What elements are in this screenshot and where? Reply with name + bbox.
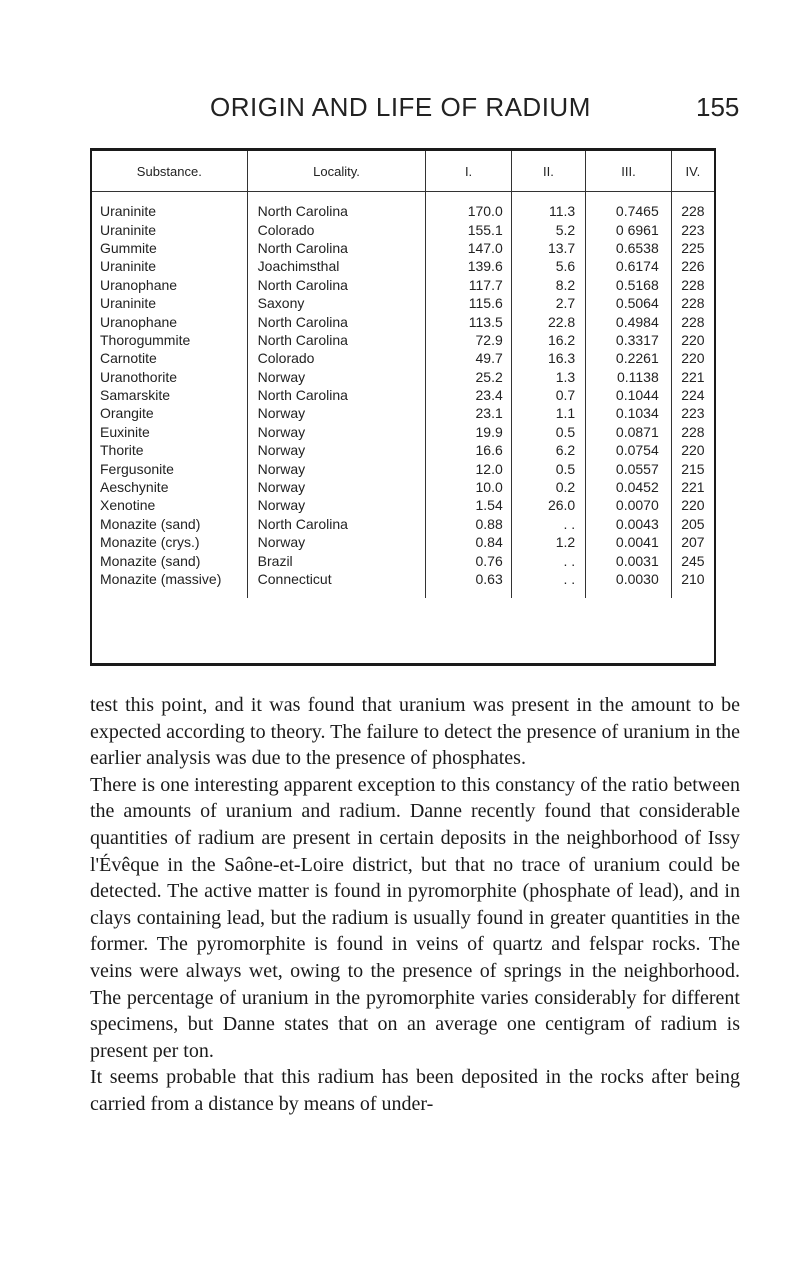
cell-substance: Uranophane (100, 313, 178, 330)
cell-ii: 5.2 (511, 220, 585, 238)
page-number: 155 (696, 92, 740, 122)
table-row (92, 570, 714, 598)
cell-locality: North Carolina (247, 386, 426, 404)
cell-iii: 0.0041 (586, 533, 672, 551)
table-row (92, 441, 714, 459)
cell-ii: 1.2 (511, 533, 585, 551)
cell-iv: 228 (671, 423, 714, 441)
cell-substance: Uraninite (100, 295, 157, 312)
cell-locality: Norway (247, 423, 426, 441)
cell-iii: 0.4984 (586, 312, 672, 330)
cell-iv: 207 (671, 533, 714, 551)
table-row (92, 239, 714, 257)
cell-iv: 228 (671, 294, 714, 312)
cell-iv: 210 (671, 570, 714, 598)
paragraph: There is one interesting apparent exception to this constancy of the ratio between the amounts of uranium and radium. Danne recently found that considerable quantities of radium are present in certain deposits in the neighborhood of Issy l'Évêque in the Saône-et-Loire district, but that no trace of uranium could be detected. The active matter is found in pyromorphite (phosphate of lead), and in clays containing lead, but the radium is usually found in greater quantities in the former. The pyromorphite is found in veins of quartz and felspar rocks. The veins were always wet, owing to the presence of springs in the neighborhood. The percentage of uranium in the pyromorphite varies considerably for different specimens, but Danne states that on an average one centigram of radium is present per ton. (90, 773, 740, 1062)
table-row (92, 404, 714, 422)
cell-iv: 221 (671, 478, 714, 496)
cell-ii: 0.5 (511, 459, 585, 477)
cell-iii: 0 6961 (586, 220, 672, 238)
column-header-ii: II. (511, 151, 585, 192)
cell-iii: 0.1138 (586, 368, 672, 386)
column-header-substance: Substance. (92, 151, 247, 192)
table-body (92, 192, 714, 599)
cell-ii: 2.7 (511, 294, 585, 312)
running-header (0, 92, 800, 132)
body-text (90, 692, 740, 1118)
cell-ii: 0.2 (511, 478, 585, 496)
cell-ii: 8.2 (511, 276, 585, 294)
cell-i: 1.54 (426, 496, 511, 514)
cell-i: 155.1 (426, 220, 511, 238)
cell-i: 23.1 (426, 404, 511, 422)
cell-substance: Samarskite (100, 387, 171, 404)
table-row (92, 533, 714, 551)
cell-substance: Uranothorite (100, 368, 178, 385)
cell-locality: Colorado (247, 349, 426, 367)
cell-ii: 22.8 (511, 312, 585, 330)
cell-iii: 0.0043 (586, 515, 672, 533)
cell-i: 72.9 (426, 331, 511, 349)
cell-substance: Monazite (massive) (100, 571, 222, 587)
cell-i: 10.0 (426, 478, 511, 496)
cell-substance: Carnotite (100, 350, 157, 367)
table-row (92, 386, 714, 404)
cell-iv: 225 (671, 239, 714, 257)
cell-ii: . . (511, 515, 585, 533)
cell-iii: 0.1044 (586, 386, 672, 404)
cell-i: 170.0 (426, 192, 511, 221)
cell-iv: 224 (671, 386, 714, 404)
cell-substance: Thorogummite (100, 331, 191, 348)
column-header-i: I. (426, 151, 511, 192)
cell-substance: Euxinite (100, 423, 150, 440)
cell-ii: 6.2 (511, 441, 585, 459)
cell-i: 12.0 (426, 459, 511, 477)
cell-locality: Brazil (247, 551, 426, 569)
cell-locality: Colorado (247, 220, 426, 238)
table-row (92, 257, 714, 275)
cell-ii: 0.5 (511, 423, 585, 441)
table-header-row (92, 151, 714, 192)
cell-ii: . . (511, 551, 585, 569)
cell-iii: 0.5064 (586, 294, 672, 312)
cell-iii: 0.6538 (586, 239, 672, 257)
cell-ii: 16.2 (511, 331, 585, 349)
cell-iv: 220 (671, 349, 714, 367)
cell-iii: 0.0070 (586, 496, 672, 514)
cell-substance: Orangite (100, 405, 154, 422)
cell-substance: Uraninite (100, 258, 157, 275)
cell-iii: 0.0754 (586, 441, 672, 459)
table-row (92, 349, 714, 367)
cell-substance: Xenotine (100, 497, 156, 514)
cell-substance: Fergusonite (100, 460, 174, 477)
cell-i: 147.0 (426, 239, 511, 257)
cell-substance: Aeschynite (100, 479, 169, 496)
table-row (92, 331, 714, 349)
cell-locality: North Carolina (247, 192, 426, 221)
cell-locality: Norway (247, 368, 426, 386)
cell-locality: North Carolina (247, 239, 426, 257)
cell-i: 19.9 (426, 423, 511, 441)
cell-iii: 0.6174 (586, 257, 672, 275)
table-row (92, 220, 714, 238)
running-title: ORIGIN AND LIFE OF RADIUM (210, 92, 591, 122)
cell-i: 0.84 (426, 533, 511, 551)
table-row (92, 496, 714, 514)
cell-substance: Uraninite (100, 203, 157, 220)
paragraph: test this point, and it was found that uranium was present in the amount to be expected according to theory. The failure to detect the presence of uranium in the earlier analysis was due to the presence of phosphates. (90, 694, 740, 770)
cell-i: 0.63 (426, 570, 511, 598)
cell-i: 16.6 (426, 441, 511, 459)
column-header-locality: Locality. (247, 151, 426, 192)
cell-ii: 16.3 (511, 349, 585, 367)
cell-iv: 228 (671, 192, 714, 221)
cell-iv: 223 (671, 404, 714, 422)
cell-i: 49.7 (426, 349, 511, 367)
cell-i: 23.4 (426, 386, 511, 404)
cell-iv: 223 (671, 220, 714, 238)
cell-locality: Connecticut (247, 570, 426, 598)
cell-substance: Monazite (sand) (100, 552, 201, 569)
cell-i: 0.76 (426, 551, 511, 569)
cell-iii: 0.2261 (586, 349, 672, 367)
cell-locality: North Carolina (247, 515, 426, 533)
table-row (92, 459, 714, 477)
cell-locality: Saxony (247, 294, 426, 312)
table-row (92, 276, 714, 294)
cell-locality: North Carolina (247, 331, 426, 349)
cell-locality: North Carolina (247, 276, 426, 294)
paragraph: It seems probable that this radium has been deposited in the rocks after being carried from a distance by means of under- (90, 1066, 740, 1115)
cell-substance: Gummite (100, 239, 157, 256)
cell-iii: 0.0871 (586, 423, 672, 441)
cell-i: 25.2 (426, 368, 511, 386)
table-row (92, 192, 714, 221)
cell-substance: Monazite (crys.) (100, 534, 200, 551)
cell-iv: 226 (671, 257, 714, 275)
cell-i: 115.6 (426, 294, 511, 312)
cell-iii: 0.0557 (586, 459, 672, 477)
cell-ii: 0.7 (511, 386, 585, 404)
table-row (92, 368, 714, 386)
cell-locality: Norway (247, 496, 426, 514)
cell-i: 117.7 (426, 276, 511, 294)
cell-iii: 0.1034 (586, 404, 672, 422)
column-header-iv: IV. (671, 151, 714, 192)
column-header-iii: III. (586, 151, 672, 192)
cell-i: 113.5 (426, 312, 511, 330)
cell-locality: Norway (247, 478, 426, 496)
cell-iii: 0.0030 (586, 570, 672, 598)
table-row (92, 423, 714, 441)
cell-ii: 11.3 (511, 192, 585, 221)
table-row (92, 312, 714, 330)
cell-ii: . . (511, 570, 585, 598)
cell-locality: Joachimsthal (247, 257, 426, 275)
cell-iv: 215 (671, 459, 714, 477)
table-row (92, 478, 714, 496)
cell-iii: 0.0031 (586, 551, 672, 569)
table-row (92, 294, 714, 312)
cell-iii: 0.7465 (586, 192, 672, 221)
table-row (92, 551, 714, 569)
cell-iii: 0.0452 (586, 478, 672, 496)
cell-ii: 26.0 (511, 496, 585, 514)
cell-locality: Norway (247, 459, 426, 477)
cell-locality: Norway (247, 441, 426, 459)
cell-ii: 1.1 (511, 404, 585, 422)
cell-ii: 13.7 (511, 239, 585, 257)
cell-substance: Monazite (sand) (100, 515, 201, 532)
cell-substance: Thorite (100, 442, 144, 459)
cell-iv: 228 (671, 276, 714, 294)
table-row (92, 515, 714, 533)
cell-iv: 220 (671, 331, 714, 349)
cell-substance: Uranophane (100, 276, 178, 293)
cell-iv: 245 (671, 551, 714, 569)
cell-ii: 1.3 (511, 368, 585, 386)
cell-i: 139.6 (426, 257, 511, 275)
cell-iv: 220 (671, 496, 714, 514)
cell-locality: Norway (247, 404, 426, 422)
cell-i: 0.88 (426, 515, 511, 533)
cell-ii: 5.6 (511, 257, 585, 275)
cell-substance: Uraninite (100, 221, 157, 238)
cell-iv: 220 (671, 441, 714, 459)
cell-iii: 0.3317 (586, 331, 672, 349)
cell-locality: Norway (247, 533, 426, 551)
cell-iv: 221 (671, 368, 714, 386)
cell-iv: 228 (671, 312, 714, 330)
cell-locality: North Carolina (247, 312, 426, 330)
data-table (90, 148, 716, 666)
cell-iii: 0.5168 (586, 276, 672, 294)
cell-iv: 205 (671, 515, 714, 533)
